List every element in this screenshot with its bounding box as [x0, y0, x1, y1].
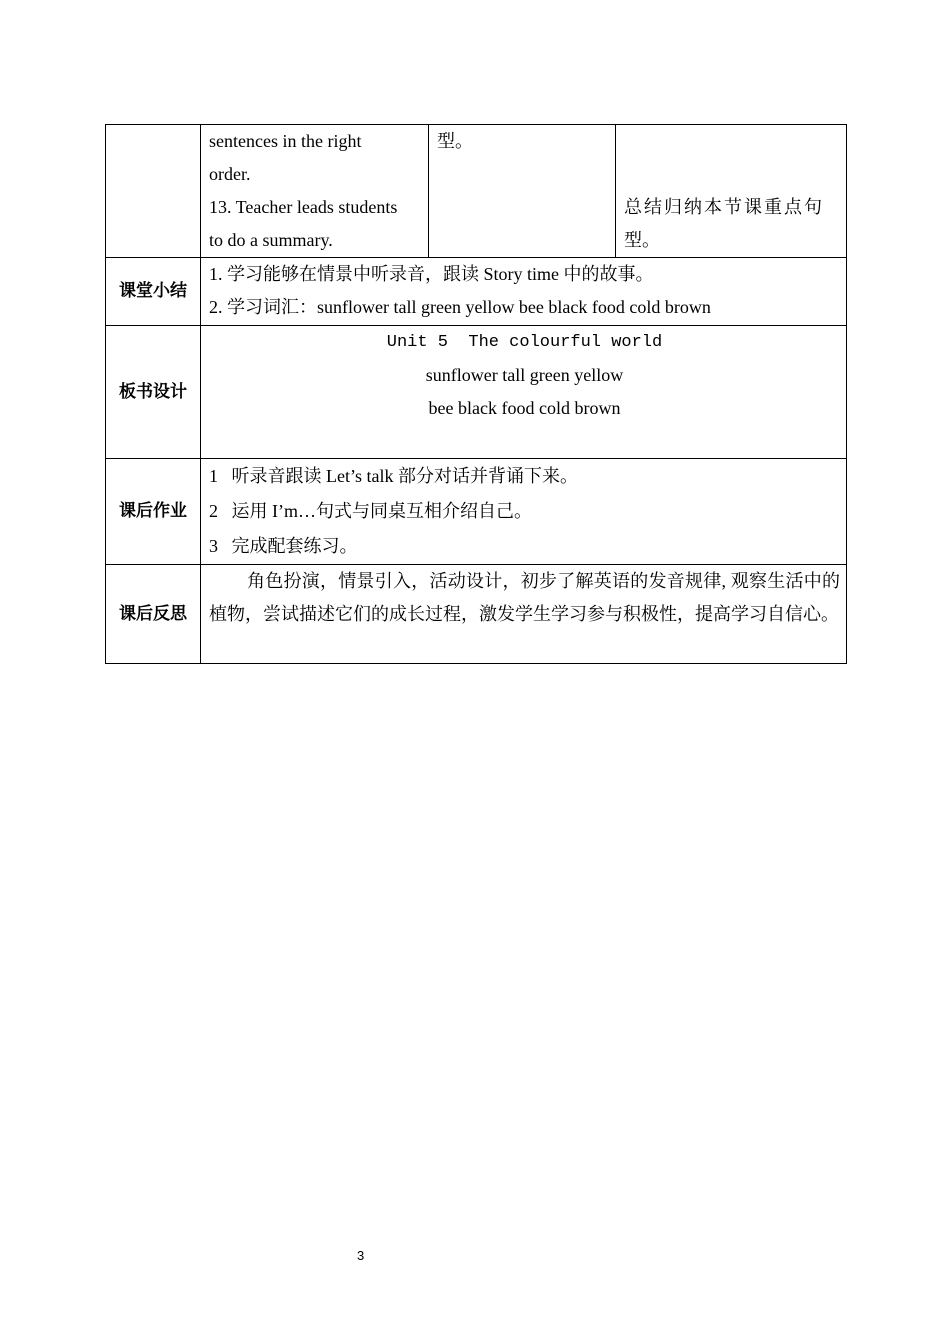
purpose-line: 总结归纳本节课重点句 — [624, 197, 824, 217]
board-line: bee black food cold brown — [428, 398, 621, 418]
reflection-content — [201, 565, 847, 664]
reflection-row — [106, 565, 847, 664]
board-title: Unit 5 The colourful world — [386, 333, 663, 352]
activity-line: sentences in the right — [209, 131, 362, 151]
empty-label-cell — [106, 125, 201, 258]
homework-row — [106, 459, 847, 565]
summary-row — [106, 258, 847, 326]
homework-label: 课后作业 — [106, 459, 201, 565]
summary-content — [201, 258, 847, 326]
board-row — [106, 326, 847, 459]
pattern-text: 型。 — [437, 131, 473, 151]
purpose-cell — [616, 125, 847, 258]
pattern-cell — [429, 125, 616, 258]
summary-line: 2. 学习词汇：sunflower tall green yellow bee black food cold brown — [209, 297, 711, 317]
continuation-row — [106, 125, 847, 258]
activity-line: to do a summary. — [209, 230, 333, 250]
homework-content — [201, 459, 847, 565]
summary-label: 课堂小结 — [106, 258, 201, 326]
activity-line: 13. Teacher leads students — [209, 197, 398, 217]
homework-line: 3 完成配套练习。 — [209, 536, 358, 556]
board-content — [201, 326, 847, 459]
purpose-line: 型。 — [624, 230, 660, 250]
reflection-text: 角色扮演，情景引入，活动设计，初步了解英语的发音规律, 观察生活中的植物，尝试描述它们的成长过程，激发学生学习参与积极性，提高学习自信心。 — [209, 571, 840, 624]
activity-line: order. — [209, 164, 251, 184]
board-label: 板书设计 — [106, 326, 201, 459]
reflection-label: 课后反思 — [106, 565, 201, 664]
page-number: 3 — [357, 1248, 365, 1263]
activity-cell — [201, 125, 429, 258]
homework-line: 2 运用 I’m…句式与同桌互相介绍自己。 — [209, 501, 532, 521]
homework-line: 1 听录音跟读 Let’s talk 部分对话并背诵下来。 — [209, 466, 578, 486]
lesson-plan-table — [105, 124, 847, 664]
board-line: sunflower tall green yellow — [425, 365, 624, 385]
summary-line: 1. 学习能够在情景中听录音，跟读 Story time 中的故事。 — [209, 264, 654, 284]
